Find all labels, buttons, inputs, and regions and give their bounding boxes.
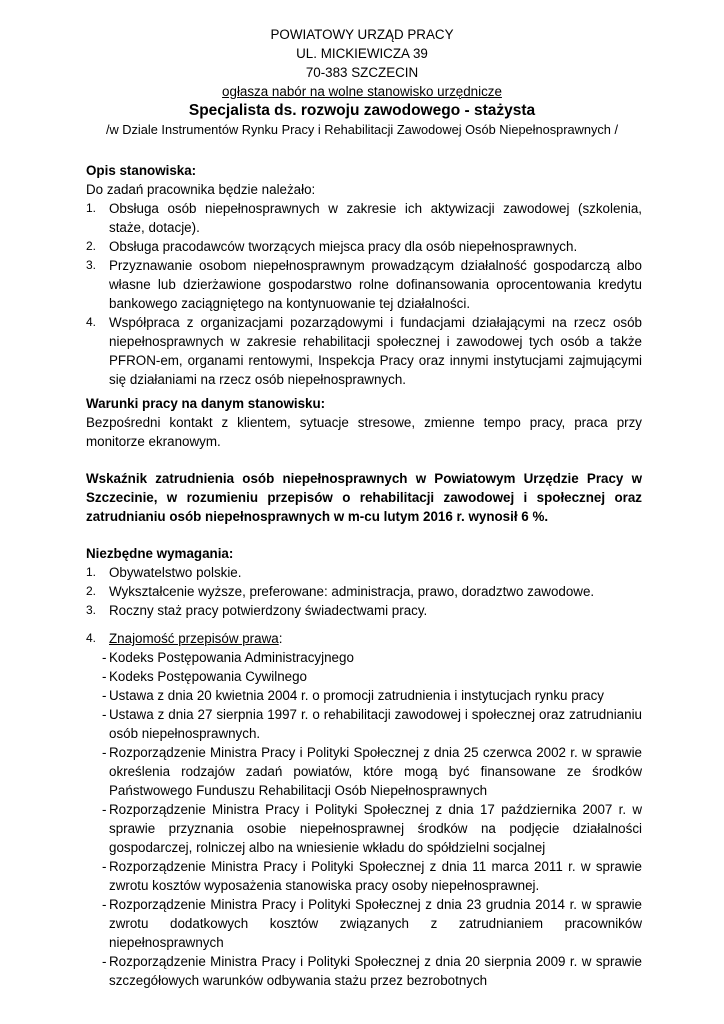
list-text: Przyznawanie osobom niepełnosprawnym prowadzącym działalność gospodarczą albo własne lub dzierżawione gospodarstwo rolne dofinansowania oprocentowania kredytu bankowego zaciągniętego na kontynuowanie tej działalności.: [109, 258, 642, 311]
law-heading: [86, 629, 642, 648]
list-number: 4.: [86, 631, 97, 645]
list-item: [86, 256, 642, 313]
law-item: - Kodeks Postępowania Cywilnego: [102, 669, 308, 684]
list-number: 3.: [86, 258, 97, 272]
list-item: [86, 601, 642, 620]
requirements-list: [86, 563, 642, 620]
law-text: Rozporządzenie Ministra Pracy i Polityki Społecznej z dnia 20 sierpnia 2009 r. w sprawie szczegółowych warunków odbywania stażu przez bezrobotnych: [109, 954, 642, 988]
office-name: POWIATOWY URZĄD PRACY: [270, 27, 454, 42]
job-title: Specjalista ds. rozwoju zawodowego - stażysta: [188, 102, 536, 119]
list-number: 4.: [86, 315, 97, 329]
law-item: - Rozporządzenie Ministra Pracy i Polityki Społecznej z dnia 20 sierpnia 2009 r. w sprawie szczegółowych warunków odbywania stażu przez bezrobotnych: [102, 954, 642, 988]
department-line: /w Dziale Instrumentów Rynku Pracy i Rehabilitacji Zawodowej Osób Niepełnosprawnych /: [105, 122, 619, 137]
list-item: [86, 199, 642, 237]
law-text: Kodeks Postępowania Administracyjnego: [109, 650, 354, 665]
law-text: Rozporządzenie Ministra Pracy i Polityki Społecznej z dnia 17 października 2007 r. w sprawie przyznania osobie niepełnosprawnej środków na podjęcie działalności gospodarczej, rolniczej albo na wniesienie wkładu do spółdzielni socjalnej: [109, 802, 642, 855]
law-text: Rozporządzenie Ministra Pracy i Polityki Społecznej z dnia 23 grudnia 2014 r. w sprawie zwrotu dodatkowych kosztów związanych z zatrudnianiem pracowników niepełnosprawnych: [109, 897, 642, 950]
law-title: Znajomość przepisów prawa: [109, 631, 279, 646]
law-item: - Rozporządzenie Ministra Pracy i Polityki Społecznej z dnia 11 marca 2011 r. w sprawie zwrotu kosztów wyposażenia stanowiska pracy osoby niepełnosprawnej.: [102, 859, 642, 893]
document-header: [0, 0, 724, 139]
law-text: Ustawa z dnia 20 kwietnia 2004 r. o promocji zatrudnienia i instytucjach rynku pracy: [109, 688, 604, 703]
description-title: Opis stanowiska:: [86, 163, 197, 178]
law-text: Rozporządzenie Ministra Pracy i Polityki Społecznej z dnia 11 marca 2011 r. w sprawie zwrotu kosztów wyposażenia stanowiska pracy osoby niepełnosprawnej.: [109, 859, 642, 893]
list-number: 3.: [86, 603, 97, 617]
list-number: 2.: [86, 584, 97, 598]
conditions-title: Warunki pracy na danym stanowisku:: [86, 396, 326, 411]
law-item: - Rozporządzenie Ministra Pracy i Polityki Społecznej z dnia 17 października 2007 r. w sprawie przyznania osobie niepełnosprawnej środków na podjęcie działalności gospodarczej, rolniczej albo na wniesienie wkładu do spółdzielni socjalnej: [102, 802, 642, 855]
office-city: 70-383 SZCZECIN: [305, 65, 419, 80]
law-text: Ustawa z dnia 27 sierpnia 1997 r. o rehabilitacji zawodowej i społecznej oraz zatrudnianiu osób niepełnosprawnych.: [109, 707, 642, 741]
law-section: [86, 629, 642, 990]
law-title-colon: :: [278, 631, 283, 646]
law-item: - Ustawa z dnia 20 kwietnia 2004 r. o promocji zatrudnienia i instytucjach rynku pracy: [102, 688, 604, 703]
list-text: Współpraca z organizacjami pozarządowymi i fundacjami działającymi na rzecz osób niepełnosprawnych w zakresie rehabilitacji społecznej i zawodowej tych osób a także PFRON-em, organami rentowymi, Inspekcja Pracy oraz innymi instytucjami zajmującymi się działaniami na rzecz osób niepełnosprawnych.: [109, 315, 642, 387]
list-number: 1.: [86, 201, 97, 215]
list-item: [86, 563, 642, 582]
requirements-section: [86, 544, 642, 620]
list-text: Obsługa pracodawców tworzących miejsca pracy dla osób niepełnosprawnych.: [109, 239, 578, 254]
law-text: Kodeks Postępowania Cywilnego: [109, 669, 308, 684]
duties-list: [86, 199, 642, 389]
list-item: [86, 237, 642, 256]
requirements-title: Niezbędne wymagania:: [86, 546, 234, 561]
list-number: 2.: [86, 239, 97, 253]
conditions-text: Bezpośredni kontakt z klientem, sytuacje stresowe, zmienne tempo pracy, praca przy monitorze ekranowym.: [86, 415, 642, 449]
office-street: UL. MICKIEWICZA 39: [296, 46, 428, 61]
law-item: - Kodeks Postępowania Administracyjnego: [102, 650, 354, 665]
list-number: 1.: [86, 565, 97, 579]
conditions-section: [86, 394, 642, 451]
law-item: - Rozporządzenie Ministra Pracy i Polityki Społecznej z dnia 23 grudnia 2014 r. w sprawie zwrotu dodatkowych kosztów związanych z zatrudnianiem pracowników niepełnosprawnych: [102, 897, 642, 950]
law-item: - Rozporządzenie Ministra Pracy i Polityki Społecznej z dnia 25 czerwca 2002 r. w sprawie określenia rodzajów zadań powiatów, które mogą być finansowane ze środków Państwowego Funduszu Rehabilitacji Osób Niepełnosprawnych: [102, 745, 642, 798]
description-section: [86, 161, 642, 389]
list-text: Wykształcenie wyższe, preferowane: administracja, prawo, doradztwo zawodowe.: [109, 584, 595, 599]
announcement-line: ogłasza nabór na wolne stanowisko urzędnicze: [222, 84, 502, 99]
list-text: Obywatelstwo polskie.: [109, 565, 242, 580]
list-item: [86, 313, 642, 389]
law-item: - Ustawa z dnia 27 sierpnia 1997 r. o rehabilitacji zawodowej i społecznej oraz zatrudnianiu osób niepełnosprawnych.: [102, 707, 642, 741]
law-text: Rozporządzenie Ministra Pracy i Polityki Społecznej z dnia 25 czerwca 2002 r. w sprawie określenia rodzajów zadań powiatów, które mogą być finansowane ze środków Państwowego Funduszu Rehabilitacji Osób Niepełnosprawnych: [109, 745, 642, 798]
list-text: Roczny staż pracy potwierdzony świadectwami pracy.: [109, 603, 428, 618]
employment-indicator: Wskaźnik zatrudnienia osób niepełnosprawnych w Powiatowym Urzędzie Pracy w Szczecinie, w rozumieniu przepisów o rehabilitacji zawodowej i społecznej oraz zatrudnianiu osób niepełnosprawnych w m-cu lutym 2016 r. wynosił 6 %.: [86, 471, 642, 524]
list-item: [86, 582, 642, 601]
list-text: Obsługa osób niepełnosprawnych w zakresie ich aktywizacji zawodowej (szkolenia, staże, dotacje).: [109, 201, 642, 235]
description-intro: Do zadań pracownika będzie należało:: [86, 182, 316, 197]
